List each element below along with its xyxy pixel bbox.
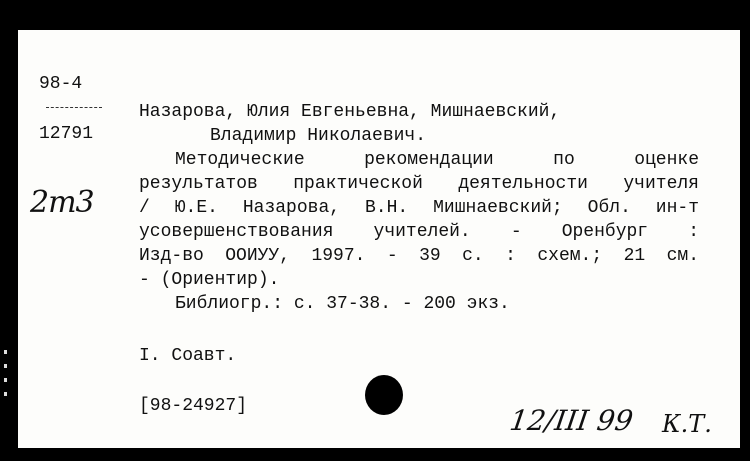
shelf-code: 98-4: [39, 74, 83, 94]
record-number: [98-24927]: [139, 396, 248, 416]
heading-line-2: Владимир Николаевич.: [210, 126, 427, 146]
handwritten-initials: К.Т.: [662, 410, 712, 438]
handwritten-mark: 2m3: [30, 185, 94, 220]
handwritten-date: 12/III 99: [507, 404, 636, 437]
punch-hole: [365, 375, 403, 415]
catalog-card: [18, 30, 740, 448]
tracing: I. Соавт.: [139, 346, 237, 366]
body-line-2: результатов практической деятельности учителя: [139, 174, 699, 194]
body-line-3: / Ю.Е. Назарова, В.Н. Мишнаевский; Обл. ин-т: [139, 198, 699, 218]
body-line-4: усовершенствования учителей. - Оренбург :: [139, 222, 699, 242]
edge-marks: [4, 350, 10, 410]
body-line-1: Методические рекомендации по оценке: [175, 150, 699, 170]
body-line-5: Изд-во ООИУУ, 1997. - 39 с. : схем.; 21 см.: [139, 246, 699, 266]
heading-line-1: Назарова, Юлия Евгеньевна, Мишнаевский,: [139, 102, 561, 122]
divider-rule: [46, 107, 102, 108]
bibliography-note: Библиогр.: с. 37-38. - 200 экз.: [175, 294, 510, 314]
accession-number: 12791: [39, 124, 94, 144]
body-line-6: - (Ориентир).: [139, 270, 280, 290]
